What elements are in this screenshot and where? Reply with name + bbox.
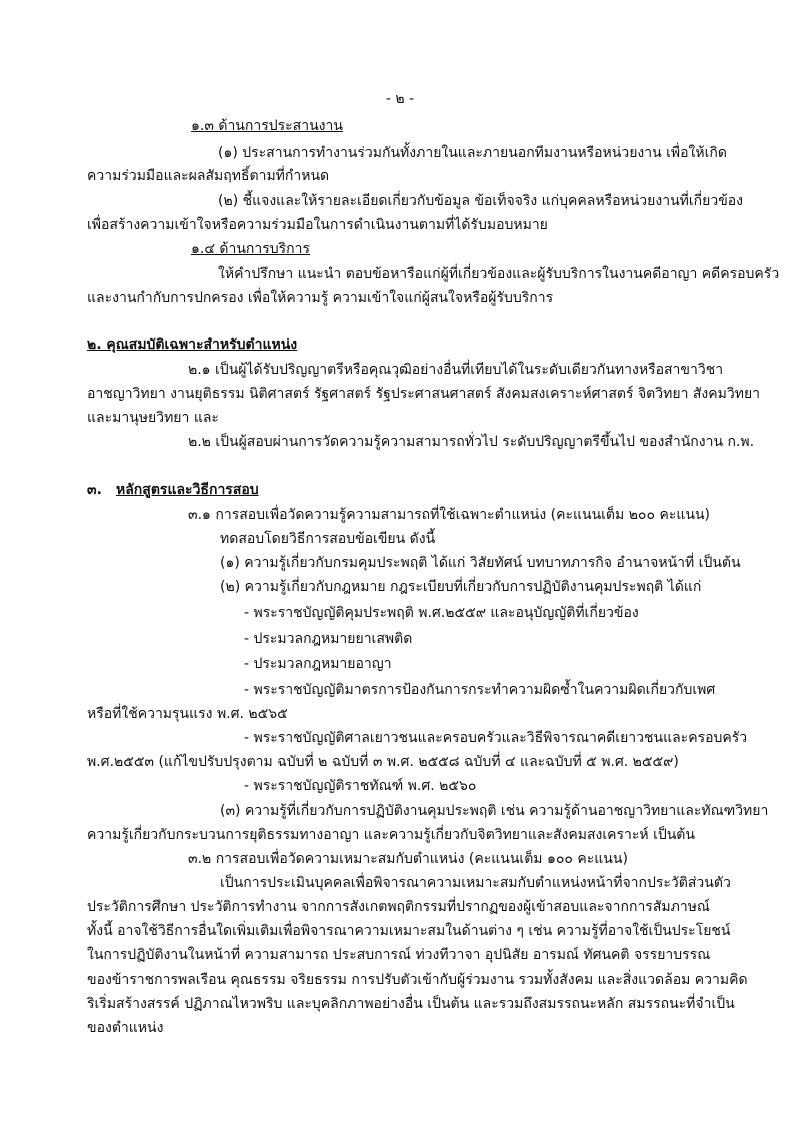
page-number: - ๒ - — [385, 91, 415, 107]
law-list-item-4-line-2: หรือที่ใช้ความรุนแรง พ.ศ. ๒๕๖๕ — [87, 706, 288, 722]
law-list-item-2: - ประมวลกฎหมายยาเสพติด — [244, 631, 413, 647]
section-2-1-line-1: ๒.๑ เป็นผู้ได้รับปริญญาตรีหรือคุณวุฒิอย่างอื่นที่เทียบได้ในระดับเดียวกันทางหรือสาขาวิชา — [188, 362, 724, 378]
law-list-item-5-line-2: พ.ศ.๒๕๕๓ (แก้ไขปรับปรุงตาม ฉบับที่ ๒ ฉบับที่ ๓ พ.ศ. ๒๕๕๘ ฉบับที่ ๔ และฉบับที่ ๕ พ.ศ. ๒๕๕๙) — [87, 754, 679, 770]
section-3-1-item-2: (๒) ความรู้เกี่ยวกับกฎหมาย กฎระเบียบที่เกี่ยวกับการปฏิบัติงานคุมประพฤติ ได้แก่ — [220, 579, 702, 595]
section-3-2-paragraph-line-6: ริเริ่มสร้างสรรค์ ปฏิภาณไหวพริบ และบุคลิกภาพอย่างอื่น เป็นต้น และรวมถึงสมรรถนะหลัก สมรรถนะที่จำเป็น — [87, 996, 735, 1012]
section-1-3-item-2-line-1: (๒) ชี้แจงและให้รายละเอียดเกี่ยวกับข้อมูล ข้อเท็จจริง แก่บุคคลหรือหน่วยงานที่เกี่ยวข้อง — [218, 193, 744, 209]
section-3-1-item-3-line-1: (๓) ความรู้ที่เกี่ยวกับการปฏิบัติงานคุมประพฤติ เช่น ความรู้ด้านอาชญาวิทยาและทัณฑวิทยา — [220, 803, 769, 819]
section-3-1-item-1: (๑) ความรู้เกี่ยวกับกรมคุมประพฤติ ได้แก่ วิสัยทัศน์ บทบาทภารกิจ อำนาจหน้าที่ เป็นต้น — [220, 555, 741, 571]
law-list-item-3: - ประมวลกฎหมายอาญา — [244, 656, 392, 672]
section-3-1-item-3-line-2: ความรู้เกี่ยวกับกระบวนการยุติธรรมทางอาญา และความรู้เกี่ยวกับจิตวิทยาและสังคมสงเคราะห์ เป็นต้น — [87, 827, 695, 843]
section-3-2-paragraph-line-5: ของข้าราชการพลเรือน คุณธรรม จริยธรรม การปรับตัวเข้ากับผู้ร่วมงาน รวมทั้งสังคม และสิ่งแวดล้อม ความคิด — [87, 972, 748, 988]
section-3-1-line-2: ทดสอบโดยวิธีการสอบข้อเขียน ดังนี้ — [220, 531, 436, 547]
section-3-heading: หลักสูตรและวิธีการสอบ — [116, 482, 259, 498]
law-list-item-5-line-1: - พระราชบัญญัติศาลเยาวชนและครอบครัวและวิธีพิจารณาคดีเยาวชนและครอบครัว — [244, 730, 748, 746]
section-2-2-line: ๒.๒ เป็นผู้สอบผ่านการวัดความรู้ความสามารถทั่วไป ระดับปริญญาตรีขึ้นไป ของสำนักงาน ก.พ. — [188, 434, 755, 450]
section-1-4-heading: ๑.๔ ด้านการบริการ — [191, 241, 311, 257]
law-list-item-1: - พระราชบัญญัติคุมประพฤติ พ.ศ.๒๕๕๙ และอนุบัญญัติที่เกี่ยวข้อง — [244, 605, 639, 621]
section-1-4-line-1: ให้คำปรึกษา แนะนำ ตอบข้อหารือแก่ผู้ที่เกี่ยวข้องและผู้รับบริการในงานคดีอาญา คดีครอบครัว — [218, 266, 780, 282]
section-1-3-heading: ๑.๓ ด้านการประสานงาน — [191, 118, 343, 134]
law-list-item-4-line-1: - พระราชบัญญัติมาตรการป้องกันการกระทำความผิดซ้ำในความผิดเกี่ยวกับเพศ — [244, 682, 716, 698]
section-3-number: ๓. — [87, 482, 102, 498]
section-1-4-line-2: และงานกำกับการปกครอง เพื่อให้ความรู้ ความเข้าใจแก่ผู้สนใจหรือผู้รับบริการ — [87, 290, 554, 306]
section-3-2-paragraph-line-3: ทั้งนี้ อาจใช้วิธีการอื่นใดเพิ่มเติมเพื่อพิจารณาความเหมาะสมในด้านต่าง ๆ เช่น ความรู้ที่อาจใช้เป็นประโยชน์ — [87, 923, 731, 939]
section-3-1-line-1: ๓.๑ การสอบเพื่อวัดความรู้ความสามารถที่ใช้เฉพาะตำแหน่ง (คะแนนเต็ม ๒๐๐ คะแนน) — [188, 507, 710, 523]
section-2-1-line-3: และมานุษยวิทยา และ — [87, 410, 219, 426]
section-1-3-item-1-line-1: (๑) ประสานการทำงานร่วมกันทั้งภายในและภายนอกทีมงานหรือหน่วยงาน เพื่อให้เกิด — [218, 145, 727, 161]
section-3-2-paragraph-line-4: ในการปฏิบัติงานในหน้าที่ ความสามารถ ประสบการณ์ ท่วงทีวาจา อุปนิสัย อารมณ์ ทัศนคติ จรรยาบรรณ — [87, 947, 711, 963]
section-1-3-item-1-line-2: ความร่วมมือและผลสัมฤทธิ์ตามที่กำหนด — [87, 168, 330, 184]
section-3-2-paragraph-line-7: ของตำแหน่ง — [87, 1020, 164, 1036]
section-3-2-paragraph-line-2: ประวัติการศึกษา ประวัติการทำงาน จากการสังเกตพฤติกรรมที่ปรากฏของผู้เข้าสอบและจากการสัมภาษณ์ — [87, 899, 710, 915]
section-3-2-paragraph-line-1: เป็นการประเมินบุคคลเพื่อพิจารณาความเหมาะสมกับตำแหน่งหน้าที่จากประวัติส่วนตัว — [220, 875, 731, 891]
section-2-heading: ๒. คุณสมบัติเฉพาะสำหรับตำแหน่ง — [87, 337, 298, 353]
section-2-1-line-2: อาชญาวิทยา งานยุติธรรม นิติศาสตร์ รัฐศาสตร์ รัฐประศาสนศาสตร์ สังคมสงเคราะห์ศาสตร์ จิตวิทยา สังคมวิทยา — [87, 386, 761, 402]
section-1-3-item-2-line-2: เพื่อสร้างความเข้าใจหรือความร่วมมือในการดำเนินงานตามที่ได้รับมอบหมาย — [87, 217, 548, 233]
law-list-item-6: - พระราชบัญญัติราชทัณฑ์ พ.ศ. ๒๕๖๐ — [244, 778, 477, 794]
section-3-2-heading: ๓.๒ การสอบเพื่อวัดความเหมาะสมกับตำแหน่ง (คะแนนเต็ม ๑๐๐ คะแนน) — [188, 851, 628, 867]
